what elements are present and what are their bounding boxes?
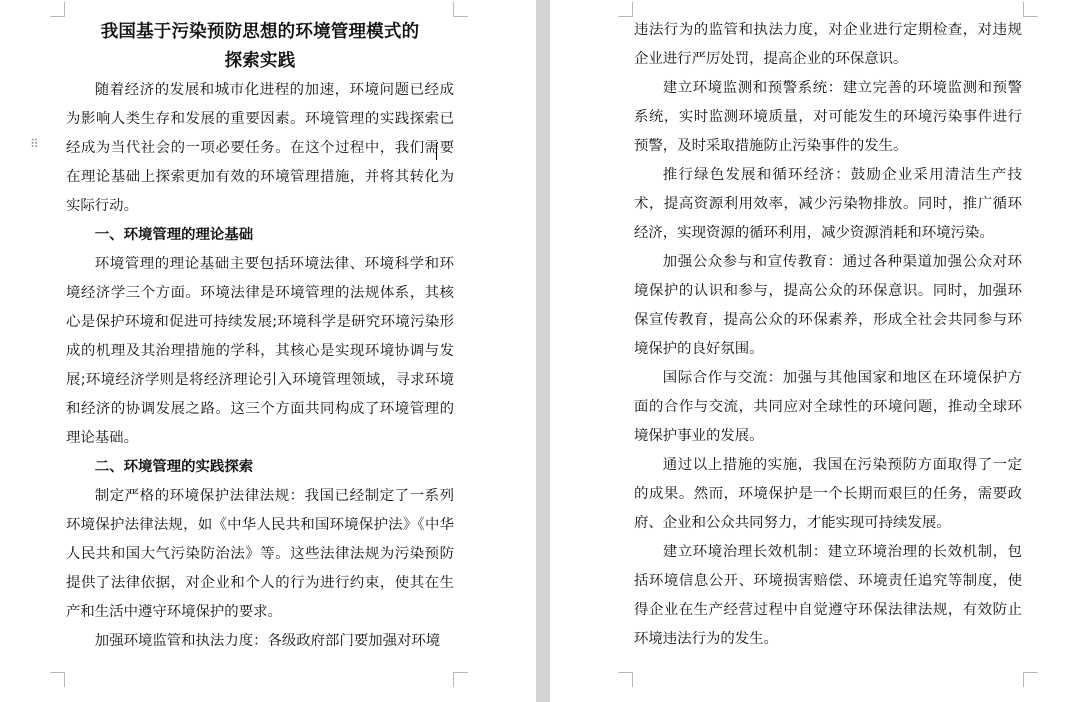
section-heading-theory: 一、环境管理的理论基础 — [94, 227, 254, 243]
paragraph-drag-handle-icon[interactable]: ⠿ — [30, 137, 40, 151]
paragraph-international-cooperation: 国际合作与交流：加强与其他国家和地区在环境保护方面的合作与交流，共同应对全球性的环境问题，推动全球环境保护事业的发展。 — [634, 370, 1022, 444]
crop-mark-top-left — [618, 2, 633, 17]
left-page-text[interactable] — [66, 16, 454, 656]
crop-mark-top-right — [1023, 2, 1038, 17]
paragraph-supervision-start: 加强环境监管和执法力度：各级政府部门要加强对环境 — [94, 633, 441, 649]
crop-mark-top-left — [50, 2, 65, 17]
crop-mark-bottom-right — [1023, 672, 1038, 687]
paragraph-intro: 随着经济的发展和城市化进程的加速，环境问题已经成为影响人类生存和发展的重要因素。环境管理的实践探索已经成为当代社会的一项必要任务。在这个过程中，我们需要在理论基础上探索更加有效的环境管理措施，并将其转化为实际行动。 — [66, 82, 454, 214]
page-left[interactable] — [0, 0, 536, 702]
paragraph-supervision-cont: 违法行为的监管和执法力度，对企业进行定期检查，对违规企业进行严厉处罚，提高企业的环保意识。 — [634, 22, 1022, 67]
paragraph-results: 通过以上措施的实施，我国在污染预防方面取得了一定的成果。然而，环境保护是一个长期而艰巨的任务，需要政府、企业和公众共同努力，才能实现可持续发展。 — [634, 457, 1022, 531]
paragraph-monitoring: 建立环境监测和预警系统：建立完善的环境监测和预警系统，实时监测环境质量，对可能发生的环境污染事件进行预警，及时采取措施防止污染事件的发生。 — [634, 80, 1022, 154]
right-page-text[interactable] — [634, 16, 1022, 654]
page-right[interactable] — [550, 0, 1089, 702]
paragraph-public-participation: 加强公众参与和宣传教育：通过各种渠道加强公众对环境保护的认识和参与，提高公众的环保意识。同时，加强环保宣传教育，提高公众的环保素养，形成全社会共同参与环境保护的良好氛围。 — [634, 254, 1022, 357]
crop-mark-bottom-left — [618, 672, 633, 687]
title-line-1: 我国基于污染预防思想的环境管理模式的 — [100, 22, 420, 42]
page-gutter — [536, 0, 550, 702]
crop-mark-top-right — [453, 2, 468, 17]
paragraph-green-development: 推行绿色发展和循环经济：鼓励企业采用清洁生产技术，提高资源利用效率，减少污染物排放。同时，推广循环经济，实现资源的循环利用，减少资源消耗和环境污染。 — [634, 167, 1022, 241]
title-line-2: 探索实践 — [224, 51, 296, 71]
crop-mark-bottom-right — [453, 672, 468, 687]
crop-mark-bottom-left — [50, 672, 65, 687]
paragraph-theory: 环境管理的理论基础主要包括环境法律、环境科学和环境经济学三个方面。环境法律是环境管理的法规体系，其核心是保护环境和促进可持续发展;环境科学是研究环境污染形成的机理及其治理措施的学科，其核心是实现环境协调与发展;环境经济学则是将经济理论引入环境管理领域，寻求环境和经济的协调发展之路。这三个方面共同构成了环境管理的理论基础。 — [66, 256, 454, 446]
paragraph-laws: 制定严格的环境保护法律法规：我国已经制定了一系列环境保护法律法规，如《中华人民共和国环境保护法》《中华人民共和国大气污染防治法》等。这些法律法规为污染预防提供了法律依据，对企业和个人的行为进行约束，使其在生产和生活中遵守环境保护的要求。 — [66, 488, 454, 620]
paragraph-long-term-mechanism: 建立环境治理长效机制：建立环境治理的长效机制，包括环境信息公开、环境损害赔偿、环境责任追究等制度，使得企业在生产经营过程中自觉遵守环保法律法规，有效防止环境违法行为的发生。 — [634, 544, 1022, 647]
document-title — [66, 18, 454, 76]
section-heading-practice: 二、环境管理的实践探索 — [94, 459, 254, 475]
